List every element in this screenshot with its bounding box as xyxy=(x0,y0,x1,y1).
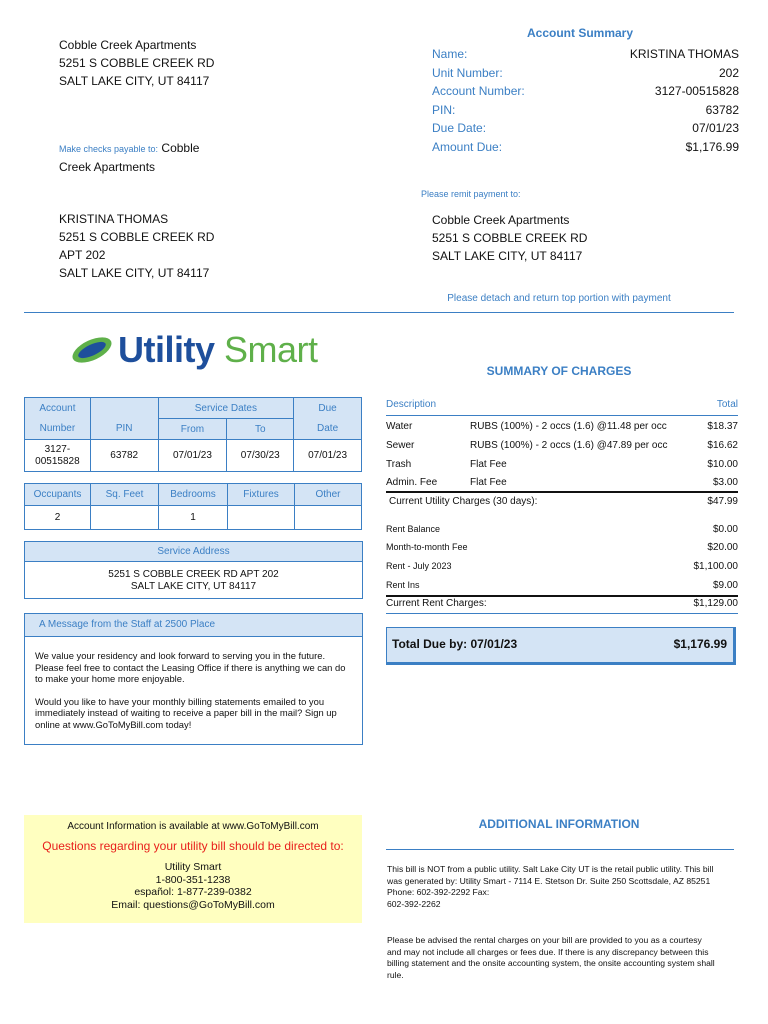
rent-row-july: Rent - July 2023 $1,100.00 xyxy=(386,561,738,572)
pin-cell: 63782 xyxy=(90,440,158,472)
contact-email: Email: questions@GoToMyBill.com xyxy=(111,898,275,911)
staff-message-p2: Would you like to have your monthly billing statements emailed to you immediately instead of waiting to receive a paper bill in the mail? Sign up online at www.GoToMyBill.com today! xyxy=(35,695,337,730)
service-address-title: Service Address xyxy=(25,542,362,562)
staff-message-p1: We value your residency and look forward to serving you in the future. Please feel free to contact the Leasing Office if there is anything we can do to make your home more enjoyable. xyxy=(35,650,346,685)
staff-message-box xyxy=(24,613,363,745)
additional-info-p2: Please be advised the rental charges on your bill are provided to you as a courtesy and may not include all charges or fees due. If there is any discrepancy between this billing statement and the onsite accounting system, the onsite accounting system shall rule. xyxy=(387,935,715,980)
recipient-street: 5251 S COBBLE CREEK RD xyxy=(59,230,215,244)
recipient-apt: APT 202 xyxy=(59,248,106,262)
additional-info-fax: 602-392-2262 xyxy=(387,898,441,909)
header-sq-feet: Sq. Feet xyxy=(91,484,159,506)
summary-row-account: Account Number: 3127-00515828 xyxy=(432,84,739,98)
header-fixtures: Fixtures xyxy=(228,484,295,506)
summary-row-amount-due: Amount Due: $1,176.99 xyxy=(432,139,739,154)
header-date: Date xyxy=(294,419,362,440)
logo-word-smart: Smart xyxy=(224,329,318,370)
charge-row-water: Water RUBS (100%) - 2 occs (1.6) @11.48 per occ $18.37 xyxy=(386,421,738,432)
charge-row-admin-fee: Admin. Fee Flat Fee $3.00 xyxy=(386,477,738,488)
detach-divider xyxy=(24,312,734,313)
sender-name: Cobble Creek Apartments xyxy=(59,38,197,52)
rent-row-balance: Rent Balance $0.00 xyxy=(386,524,738,535)
rent-row-ins: Rent Ins $9.00 xyxy=(386,580,738,591)
sq-feet-cell xyxy=(91,506,159,530)
utility-subtotal-row: Current Utility Charges (30 days): $47.99 xyxy=(389,496,738,507)
additional-info-rule xyxy=(386,849,734,850)
charges-header xyxy=(386,399,738,416)
rent-bottom-rule xyxy=(386,613,738,614)
contact-phone: 1-800-351-1238 xyxy=(155,873,231,886)
payable-name-1: Cobble xyxy=(161,141,200,155)
header-occupants: Occupants xyxy=(25,484,91,506)
account-info-line: Account Information is available at www.GoToMyBill.com xyxy=(67,821,319,832)
summary-row-unit: Unit Number: 202 xyxy=(432,65,739,80)
charge-row-trash: Trash Flat Fee $10.00 xyxy=(386,459,738,470)
header-from: From xyxy=(158,419,227,440)
remit-city: SALT LAKE CITY, UT 84117 xyxy=(432,249,583,263)
rent-subtotal-rule xyxy=(386,595,738,597)
bedrooms-cell: 1 xyxy=(159,506,228,530)
contact-company: Utility Smart xyxy=(164,861,222,873)
other-cell xyxy=(295,506,362,530)
rent-row-month-to-month: Month-to-month Fee $20.00 xyxy=(386,542,738,553)
questions-line: Questions regarding your utility bill should be directed to: xyxy=(42,839,344,853)
recipient-city: SALT LAKE CITY, UT 84117 xyxy=(59,266,210,280)
header-bedrooms: Bedrooms xyxy=(159,484,228,506)
remit-name: Cobble Creek Apartments xyxy=(432,213,570,227)
logo-word-utility: Utility xyxy=(118,329,215,370)
staff-message-title: A Message from the Staff at 2500 Place xyxy=(25,614,362,637)
occupancy-table xyxy=(24,483,362,530)
recipient-address xyxy=(59,210,214,282)
header-pin-top xyxy=(90,398,158,419)
sender-city: SALT LAKE CITY, UT 84117 xyxy=(59,74,210,88)
service-address-line1: 5251 S COBBLE CREEK RD APT 202 xyxy=(108,569,279,580)
account-table xyxy=(24,397,362,472)
contact-box xyxy=(24,815,362,923)
contact-spanish: español: 1-877-239-0382 xyxy=(134,886,252,898)
payable-to xyxy=(59,139,199,176)
summary-row-name: Name: KRISTINA THOMAS xyxy=(432,47,739,61)
total-due-amount: $1,176.99 xyxy=(673,637,727,651)
header-number: Number xyxy=(25,419,91,440)
header-pin: PIN xyxy=(90,419,158,440)
total-due-box xyxy=(386,627,736,665)
rent-subtotal-row: Current Rent Charges: $1,129.00 xyxy=(386,598,738,609)
additional-info-p1: This bill is NOT from a public utility. Salt Lake City UT is the retail public utility. This bill was generated by: Utility Smart - 7114 E. Stetson Dr. Suite 250 Scottsdale, AZ 85251 Phone: 602-392-2292 Fax: 602-392-2262 xyxy=(387,864,717,910)
header-to: To xyxy=(227,419,294,440)
charges-header-total: Total xyxy=(716,399,738,410)
sender-street: 5251 S COBBLE CREEK RD xyxy=(59,56,215,70)
remit-street: 5251 S COBBLE CREEK RD xyxy=(432,231,588,245)
account-summary-title: Account Summary xyxy=(526,26,634,40)
charges-header-description: Description xyxy=(386,399,437,410)
sender-address xyxy=(59,36,214,90)
due-cell: 07/01/23 xyxy=(294,440,362,472)
header-due: Due xyxy=(294,398,362,419)
payable-name-2: Creek Apartments xyxy=(59,160,156,174)
total-due-label: Total Due by: 07/01/23 xyxy=(392,637,518,651)
utility-subtotal-rule xyxy=(386,491,738,493)
payable-label: Make checks payable to: xyxy=(59,144,159,154)
service-address-box xyxy=(24,541,363,599)
header-account: Account xyxy=(25,398,91,419)
recipient-name: KRISTINA THOMAS xyxy=(59,212,169,226)
header-service-dates: Service Dates xyxy=(158,398,294,419)
charge-row-sewer: Sewer RUBS (100%) - 2 occs (1.6) @47.89 per occ $16.62 xyxy=(386,440,738,451)
occupants-cell: 2 xyxy=(25,506,91,530)
detach-note: Please detach and return top portion with payment xyxy=(447,293,671,304)
leaf-logo-icon xyxy=(70,332,114,368)
service-address-line2: SALT LAKE CITY, UT 84117 xyxy=(130,581,257,592)
summary-row-pin: PIN: 63782 xyxy=(432,102,739,117)
remit-label: Please remit payment to: xyxy=(421,189,521,199)
from-cell: 07/01/23 xyxy=(158,440,227,472)
utility-smart-logo xyxy=(70,328,318,372)
fixtures-cell xyxy=(228,506,295,530)
to-cell: 07/30/23 xyxy=(227,440,294,472)
summary-row-due-date: Due Date: 07/01/23 xyxy=(432,121,739,135)
remit-address xyxy=(432,211,587,265)
charges-title: SUMMARY OF CHARGES xyxy=(486,364,632,378)
header-other: Other xyxy=(295,484,362,506)
additional-info-title: ADDITIONAL INFORMATION xyxy=(478,817,640,831)
account-number-cell: 3127- 00515828 xyxy=(25,440,91,472)
